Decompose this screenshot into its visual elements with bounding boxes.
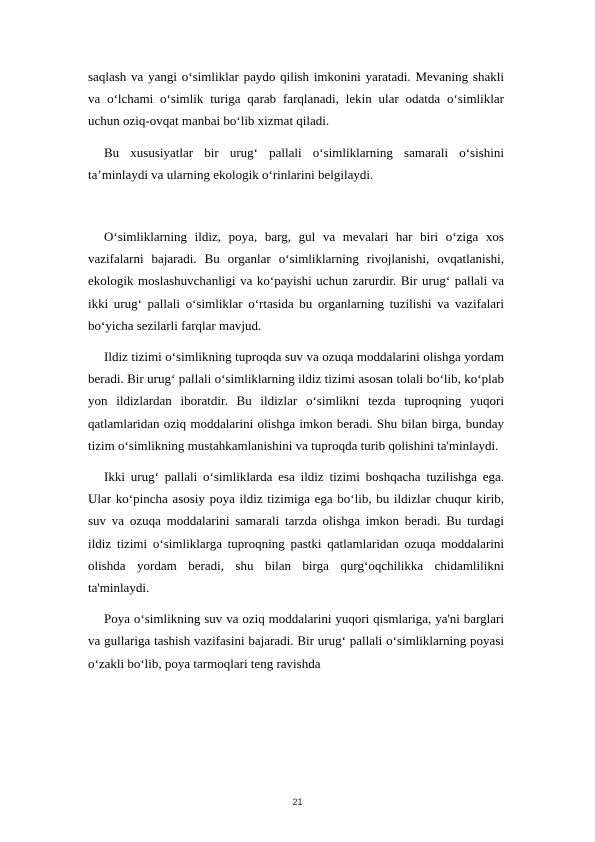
- paragraph-spacer: [88, 599, 504, 608]
- page-number: 21: [292, 797, 303, 807]
- page-body: [88, 66, 504, 675]
- paragraph-organs-overview: O‘simliklarning ildiz, poya, barg, gul va mevalari har biri o‘ziga xos vazifalarni bajaradi. Bu organlar o‘simliklarning rivojlanishi, ovqatlanishi, ekologik moslashuvchanligi va ko‘payishi uchun zarurdir. Bir urug‘ pallali va ikki urug‘ pallali o‘simliklar o‘rtasida bu organlarning tuzilishi va vazifalari bo‘yicha sezilarli farqlar mavjud.: [88, 229, 504, 333]
- paragraph-monocot-features: Bu xususiyatlar bir urug‘ pallali o‘simliklarning samarali o‘sishini ta’minlaydi va ularning ekologik o‘rinlarini belgilaydi.: [88, 144, 504, 182]
- paragraph-spacer: [88, 337, 504, 346]
- paragraph-spacer: [88, 457, 504, 466]
- paragraph-fruit-continuation: saqlash va yangi o‘simliklar paydo qilish imkonini yaratadi. Mevaning shakli va o‘lchami o‘simlik turiga qarab farqlanadi, lekin ular odatda o‘simliklar uchun oziq-ovqat manbai bo‘lib xizmat qiladi.: [88, 69, 504, 129]
- section-spacer: [88, 186, 504, 226]
- paragraph-stem: Poya o‘simlikning suv va oziq moddalarini yuqori qismlariga, ya'ni barglari va gullariga tashish vazifasini bajaradi. Bir urug‘ pallali o‘simliklarning poyasi o‘zakli bo‘lib, poya tarmoqlari teng ravishda: [88, 611, 504, 671]
- paragraph-spacer: [88, 133, 504, 142]
- paragraph-root-monocot: Ildiz tizimi o‘simlikning tuproqda suv va ozuqa moddalarini olishga yordam beradi. Bir urug‘ pallali o‘simliklarning ildiz tizimi asosan tolali bo‘lib, ko‘plab yon ildizlardan iboratdir. Bu ildizlar o‘simlikni tezda tuproqning yuqori qatlamlaridan oziq moddalarini olishga imkon beradi. Shu bilan birga, bunday tizim o‘simlikning mustahkamlanishini va tuproqda turib qolishini ta'minlaydi.: [88, 349, 504, 453]
- paragraph-root-dicot: Ikki urug‘ pallali o‘simliklarda esa ildiz tizimi boshqacha tuzilishga ega. Ular ko‘pincha asosiy poya ildiz tizimiga ega bo‘lib, bu ildizlar chuqur kirib, suv va ozuqa moddalarini samarali tarzda olishga imkon beradi. Bu turdagi ildiz tizimi o‘simliklarga tuproqning pastki qatlamlaridan ozuqa moddalarini olishda yordam beradi, shu bilan birga qurg‘oqchilikka chidamlilikni ta'minlaydi.: [88, 469, 504, 596]
